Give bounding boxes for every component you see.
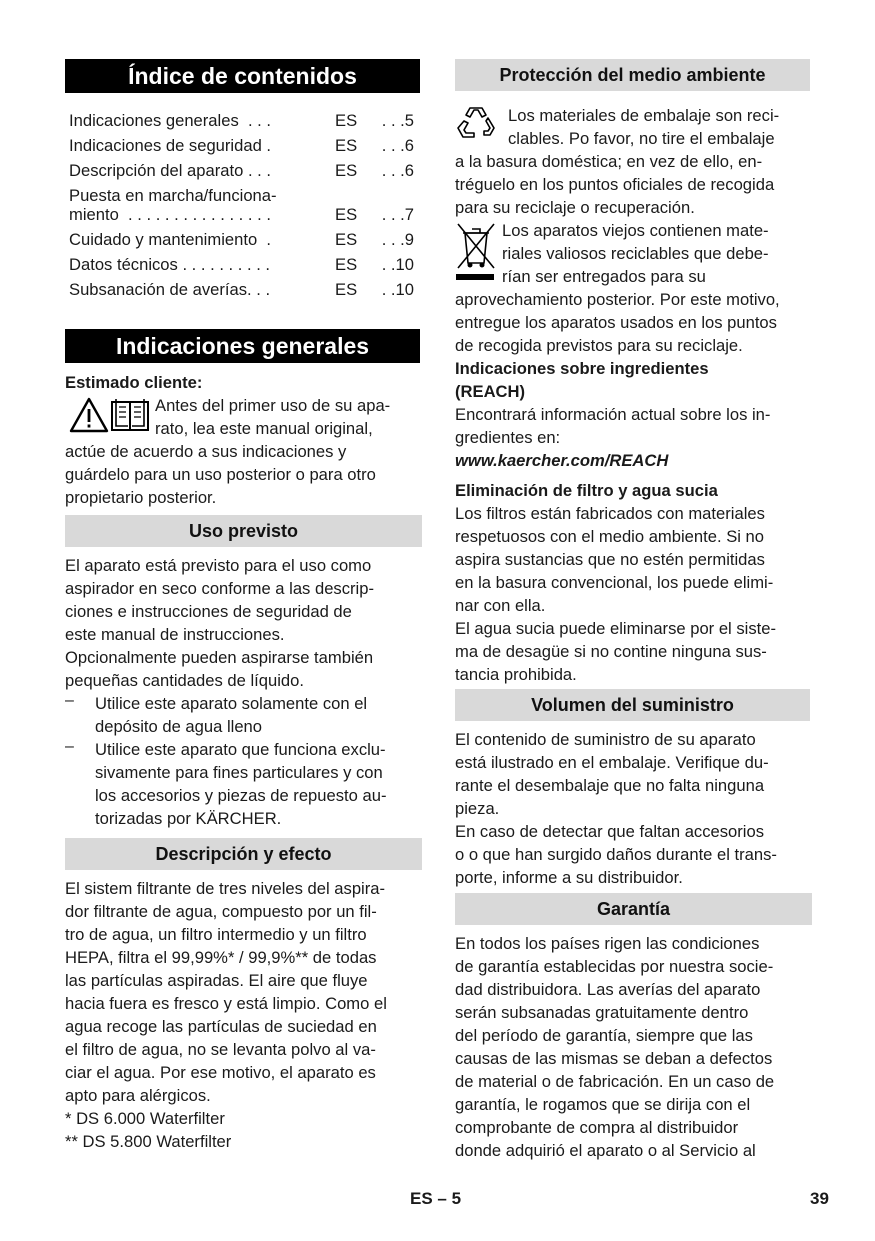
warning-icon (69, 397, 109, 433)
text-line: nar con ella. (455, 596, 546, 615)
description-text (65, 877, 422, 1107)
crossed-bin-icon (455, 221, 497, 281)
text-line: gredientes en: (455, 428, 561, 447)
text-line: en la basura convencional, los puede elimi- (455, 573, 774, 592)
toc-title: Subsanación de averías. . . (69, 280, 271, 299)
text-line: pieza. (455, 799, 500, 818)
intended-use-list (65, 692, 422, 830)
text-line: tancia prohibida. (455, 665, 577, 684)
footer-section: ES – 5 (410, 1189, 462, 1208)
text-line: las partículas aspiradas. El aire que fluye (65, 971, 368, 990)
toc-code: ES (335, 230, 358, 249)
warranty-text (455, 932, 812, 1162)
text-line: El contenido de suministro de su aparato (455, 730, 756, 749)
delivery-section (455, 728, 812, 889)
warranty-section (455, 932, 812, 1162)
toc-code: ES (335, 111, 358, 130)
text-line: o o que han surgido daños durante el trans- (455, 845, 777, 864)
toc-page: . . .6 (381, 161, 414, 180)
weee-text (455, 288, 812, 357)
recycle-line-1: Los materiales de embalaje son reci- (508, 106, 780, 125)
footer-page-number: 39 (810, 1189, 829, 1208)
weee-line-1: Los aparatos viejos contienen mate- (502, 221, 769, 240)
intended-use-heading: Uso previsto (65, 515, 422, 547)
text-line: dor filtrante de agua, compuesto por un fil- (65, 902, 377, 921)
text-line: dad distribuidora. Las averías del aparato (455, 980, 761, 999)
text-line: En todos los países rigen las condiciones (455, 934, 760, 953)
weee-line-2: riales valiosos reciclables que debe- (502, 244, 769, 263)
list-item-line: sivamente para fines particulares y con (95, 763, 383, 782)
text-line: pequeñas cantidades de líquido. (65, 671, 304, 690)
intro-line: actúe de acuerdo a sus indicaciones y (65, 442, 347, 461)
toc-title: Indicaciones de seguridad . (69, 136, 272, 155)
text-line: El aparato está previsto para el uso como (65, 556, 372, 575)
list-item (65, 738, 422, 830)
description-heading: Descripción y efecto (65, 838, 422, 870)
text-line: este manual de instrucciones. (65, 625, 285, 644)
text-line: causas de las mismas se deban a defectos (455, 1049, 773, 1068)
footnote: * DS 6.000 Waterfilter (65, 1109, 225, 1128)
toc-page: . . .5 (381, 111, 414, 130)
toc-title: Datos técnicos . . . . . . . . . . (69, 255, 271, 274)
text-line: apto para alérgicos. (65, 1086, 211, 1105)
text-line: el filtro de agua, no se levanta polvo al va- (65, 1040, 376, 1059)
intro-line: guárdelo para un uso posterior o para otro (65, 465, 376, 484)
toc-code: ES (335, 205, 358, 224)
environment-section (455, 104, 812, 686)
text-line: ma de desagüe si no contine ninguna sus- (455, 642, 767, 661)
reach-text (455, 403, 812, 449)
text-line: hacia fuera es fresco y está limpio. Como el (65, 994, 387, 1013)
toc-title: Indicaciones generales . . . (69, 111, 272, 130)
reach-url-link[interactable]: www.kaercher.com/REACH (455, 451, 669, 470)
delivery-heading: Volumen del suministro (455, 689, 810, 721)
delivery-text (455, 728, 812, 889)
text-line: comprobante de compra al distribuidor (455, 1118, 739, 1137)
text-line: El sistem filtrante de tres niveles del aspira- (65, 879, 386, 898)
toc-code: ES (335, 280, 358, 299)
toc-code: ES (335, 255, 358, 274)
text-line: HEPA, filtra el 99,99%* / 99,9%** de todas (65, 948, 377, 967)
text-line: Encontrará información actual sobre los in- (455, 405, 771, 424)
intended-use-section (65, 554, 422, 830)
text-line: del período de garantía, siempre que las (455, 1026, 753, 1045)
list-item-line: torizadas por KÄRCHER. (95, 809, 282, 828)
list-item-line: – Utilice este aparato solamente con el (95, 694, 368, 713)
list-item-line: los accesorios y piezas de repuesto au- (95, 786, 387, 805)
text-line: rante el desembalaje que no falta ninguna (455, 776, 765, 795)
text-line: de garantía establecidas por nuestra socie- (455, 957, 774, 976)
toc-page: . . .6 (381, 136, 414, 155)
toc-title: Descripción del aparato . . . (69, 161, 271, 180)
recycle-icon (457, 104, 495, 138)
text-line: agua recoge las partículas de suciedad en (65, 1017, 377, 1036)
list-item-line: – Utilice este aparato que funciona exclu- (95, 740, 386, 759)
text-line: Opcionalmente pueden aspirarse también (65, 648, 374, 667)
intro-line-1: Antes del primer uso de su apa- (155, 396, 391, 415)
intro-line-2: rato, lea este manual original, (155, 419, 373, 438)
text-line: ciar el agua. Por ese motivo, el aparato es (65, 1063, 376, 1082)
text-line: donde adquirió el aparato o al Servicio al (455, 1141, 756, 1160)
text-line: Los filtros están fabricados con materiales (455, 504, 765, 523)
text-line: para su reciclaje o recuperación. (455, 198, 695, 217)
text-line: serán subsanadas gratuitamente dentro (455, 1003, 749, 1022)
list-item-line: depósito de agua lleno (95, 717, 262, 736)
general-heading: Indicaciones generales (65, 329, 420, 363)
text-line: está ilustrado en el embalaje. Verifique du- (455, 753, 769, 772)
toc-code: ES (335, 161, 358, 180)
text-line: ciones e instrucciones de seguridad de (65, 602, 352, 621)
recycle-line-2: clables. Po favor, no tire el embalaje (508, 129, 775, 148)
text-line: a la basura doméstica; en vez de ello, en- (455, 152, 763, 171)
text-line: aprovechamiento posterior. Por este motivo, (455, 290, 780, 309)
description-footnotes (65, 1107, 422, 1153)
reach-title-2: (REACH) (455, 382, 526, 401)
toc-heading: Índice de contenidos (65, 59, 420, 93)
text-line: de material o de fabricación. En un caso de (455, 1072, 775, 1091)
intro-text (65, 440, 422, 509)
reach-title-1: Indicaciones sobre ingredientes (455, 359, 709, 378)
text-line: respetuosos con el medio ambiente. Si no (455, 527, 765, 546)
text-line: porte, informe a su distribuidor. (455, 868, 683, 887)
weee-line-3: rían ser entregados para su (502, 267, 706, 286)
toc-title: Puesta en marcha/funciona- (69, 186, 277, 205)
greeting: Estimado cliente: (65, 373, 203, 392)
text-line: aspirador en seco conforme a las descrip- (65, 579, 374, 598)
warranty-heading: Garantía (455, 893, 812, 925)
text-line: El agua sucia puede eliminarse por el siste- (455, 619, 776, 638)
text-line: de recogida previstos para su reciclaje. (455, 336, 743, 355)
toc-title: Cuidado y mantenimiento . (69, 230, 272, 249)
toc-page: . . .7 (381, 205, 414, 224)
list-item (65, 692, 422, 738)
text-line: tro de agua, un filtro intermedio y un filtro (65, 925, 367, 944)
text-line: tréguelo en los puntos oficiales de recogida (455, 175, 775, 194)
toc-page: . .10 (381, 255, 414, 274)
text-line: En caso de detectar que faltan accesorios (455, 822, 765, 841)
intro-line: propietario posterior. (65, 488, 217, 507)
toc-page: . .10 (381, 280, 414, 299)
text-line: entregue los aparatos usados en los puntos (455, 313, 777, 332)
intended-use-text (65, 554, 422, 692)
toc-page: . . .9 (381, 230, 414, 249)
toc-title: miento . . . . . . . . . . . . . . . . (69, 205, 271, 224)
environment-heading: Protección del medio ambiente (455, 59, 810, 91)
text-line: garantía, le rogamos que se dirija con el (455, 1095, 751, 1114)
filter-text (455, 502, 812, 686)
toc-code: ES (335, 136, 358, 155)
manual-book-icon (109, 397, 151, 433)
description-section (65, 877, 422, 1153)
filter-title: Eliminación de filtro y agua sucia (455, 481, 718, 500)
general-section (65, 371, 422, 509)
footnote: ** DS 5.800 Waterfilter (65, 1132, 232, 1151)
recycle-text (455, 150, 812, 219)
text-line: aspira sustancias que no estén permitidas (455, 550, 765, 569)
